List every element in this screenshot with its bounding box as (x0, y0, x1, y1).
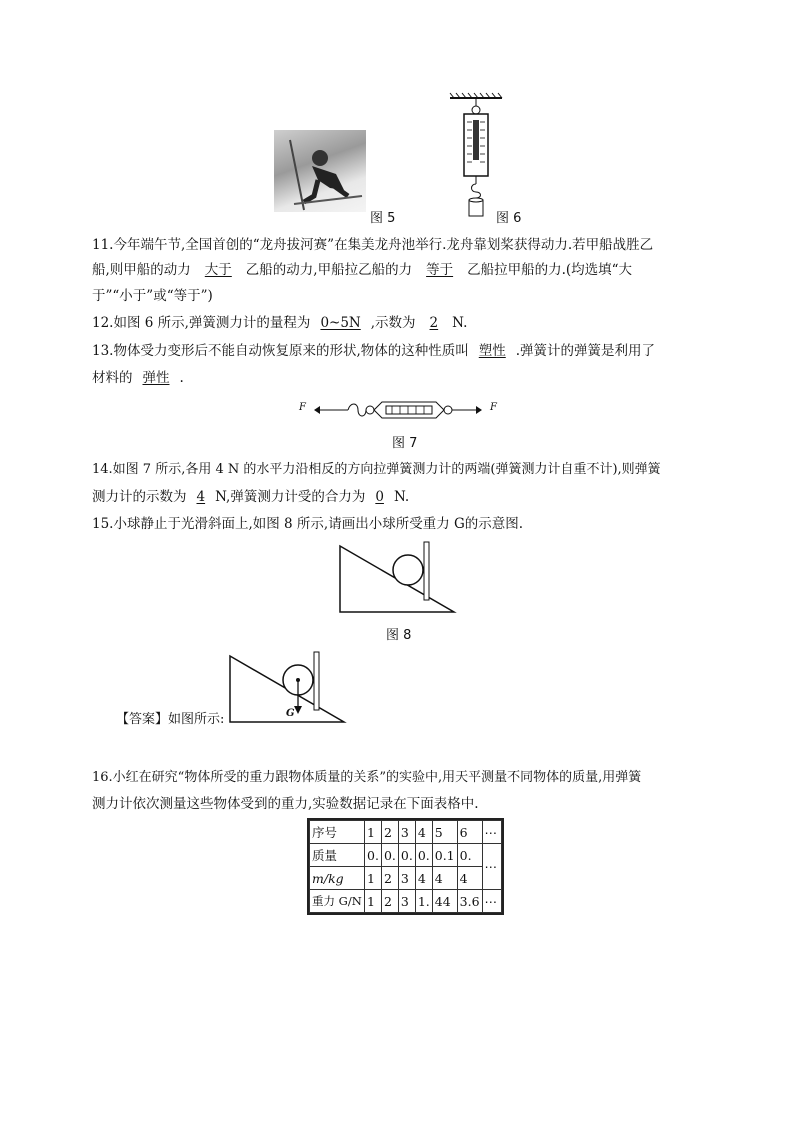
table-cell: 4 (457, 867, 482, 890)
q12-line (92, 313, 467, 333)
q11-line2 (92, 260, 632, 280)
table-cell: 4 (432, 867, 457, 890)
q13-text-b: .弹簧计的弹簧是利用了 (515, 343, 656, 359)
fig7-force-right-label: F (490, 402, 497, 413)
table-cell: 1 (365, 890, 382, 913)
fig7-caption: 图 7 (392, 436, 418, 451)
q12-text-a: 12.如图 6 所示,弹簧测力计的量程为 (92, 315, 311, 331)
q11-answer-2: 等于 (426, 262, 454, 278)
table-row (310, 890, 502, 913)
q16-line2: 测力计依次测量这些物体受到的重力,实验数据记录在下面表格中. (92, 796, 479, 812)
q14-line1: 14.如图 7 所示,各用 4 N 的水平力沿相反的方向拉弹簧测力计的两端(弹簧测力计自重不计),则弹簧 (92, 462, 661, 477)
q13-text-d: . (179, 370, 184, 386)
table-cell: 0.1 (432, 844, 457, 867)
q12-text-c: N. (452, 315, 468, 331)
table-row (310, 821, 502, 844)
gravity-force-label: G (286, 708, 295, 719)
table-row (310, 867, 502, 890)
table-cell: 0. (457, 844, 482, 867)
table-cell: 3 (398, 867, 415, 890)
q12-answer-2: 2 (429, 315, 439, 331)
q14-line2 (92, 487, 409, 507)
table-cell: 2 (381, 821, 398, 844)
q12-text-b: ,示数为 (370, 315, 416, 331)
q11-text-c: 乙船拉甲船的力.(均选填“大 (467, 262, 633, 278)
table-cell: 4 (415, 867, 432, 890)
table-cell: 0. (415, 844, 432, 867)
q16-line1: 16.小红在研究“物体所受的重力跟物体质量的关系”的实验中,用天平测量不同物体的质量,用弹簧 (92, 770, 642, 785)
q15-answer-label: 【答案】如图所示: (116, 712, 225, 727)
table-cell: 序号 (310, 821, 365, 844)
table-cell: ⋯ (482, 844, 501, 890)
table-cell: 1 (365, 821, 382, 844)
table-cell: 3 (398, 821, 415, 844)
q14-text-c: N. (393, 489, 410, 505)
table-cell: 2 (381, 890, 398, 913)
table-cell: m/kg (310, 867, 365, 890)
q11-text-a: 船,则甲船的动力 (92, 262, 191, 278)
table-cell: 3.6 (457, 890, 482, 913)
spring-scale-figure (446, 92, 506, 222)
table-cell: 质量 (310, 844, 365, 867)
table-row (310, 844, 502, 867)
table-cell: 5 (432, 821, 457, 844)
q11-text-b: 乙船的动力,甲船拉乙船的力 (245, 262, 413, 278)
table-cell: 2 (381, 867, 398, 890)
fig6-caption: 图 6 (496, 211, 522, 226)
q14-answer-2: 0 (375, 489, 384, 505)
q14-answer-1: 4 (196, 489, 206, 505)
data-table-wrapper (307, 818, 504, 915)
table-cell: 1. (415, 890, 432, 913)
q13-line1 (92, 341, 655, 361)
table-cell: 4 (415, 821, 432, 844)
q13-answer-2: 弹性 (142, 370, 170, 386)
table-cell: 1 (365, 867, 382, 890)
q15-line: 15.小球静止于光滑斜面上,如图 8 所示,请画出小球所受重力 G的示意图. (92, 516, 524, 532)
q14-text-a: 测力计的示数为 (92, 489, 187, 505)
table-cell: 3 (398, 890, 415, 913)
table-cell: 6 (457, 821, 482, 844)
q11-line1: 11.今年端午节,全国首创的“龙舟拔河赛”在集美龙舟池举行.龙舟靠划桨获得动力.若甲船战胜乙 (92, 237, 654, 253)
table-cell: 0. (365, 844, 382, 867)
q11-answer-1: 大于 (204, 262, 232, 278)
q12-answer-1: 0~5N (320, 315, 361, 331)
q14-text-b: N,弹簧测力计受的合力为 (215, 489, 366, 505)
q13-text-a: 13.物体受力变形后不能自动恢复原来的形状,物体的这种性质叫 (92, 343, 469, 359)
table-cell: 44 (432, 890, 457, 913)
fig7-force-left-label: F (299, 402, 306, 413)
fig8-caption: 图 8 (386, 628, 412, 643)
table-cell: 重力 G/N (310, 890, 365, 913)
table-cell: ⋯ (482, 821, 501, 844)
fig5-caption: 图 5 (370, 211, 396, 226)
data-table (309, 820, 502, 913)
q13-line2 (92, 368, 184, 388)
table-cell: 0. (398, 844, 415, 867)
table-cell: ⋯ (482, 890, 501, 913)
skier-photo (274, 130, 366, 212)
incline-figure (336, 540, 460, 616)
horizontal-spring-scale-figure (310, 396, 488, 424)
table-cell: 0. (381, 844, 398, 867)
q13-text-c: 材料的 (92, 370, 133, 386)
q11-line3: 于”“小于”或“等于”) (92, 288, 213, 304)
q13-answer-1: 塑性 (478, 343, 506, 359)
